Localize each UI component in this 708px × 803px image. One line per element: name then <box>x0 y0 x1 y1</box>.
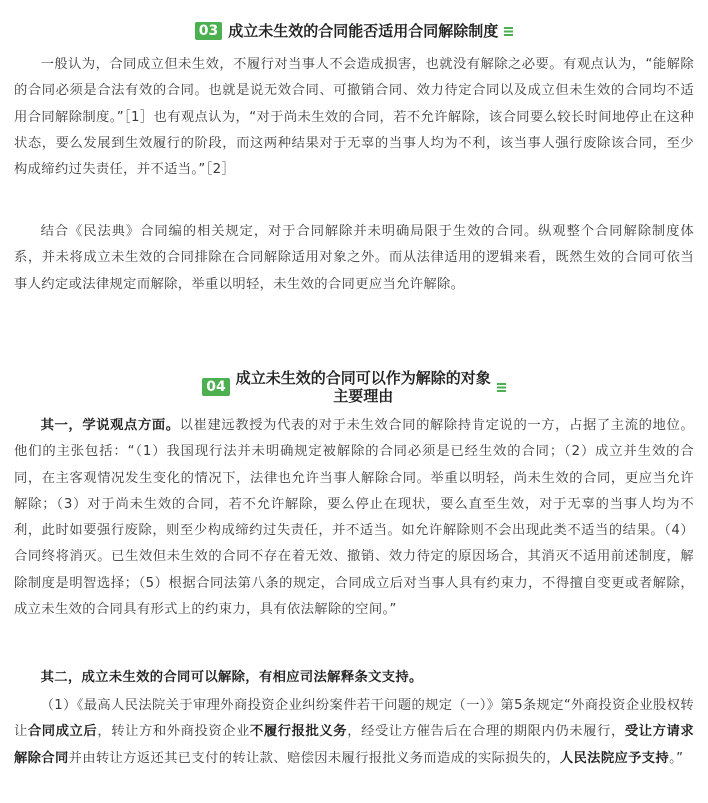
menu-lines-icon <box>497 383 506 392</box>
text-run: 并由转让方返还其已支付的转让款、赔偿因未履行报批义务而造成的实际损失的， <box>68 750 560 766</box>
bold-run: 合同成立后 <box>27 724 98 740</box>
text-run: ，经受让方催告后在合理的期限内仍未履行， <box>347 724 625 740</box>
text-run: 。” <box>669 750 684 766</box>
section-04-paragraph-1 <box>14 413 694 623</box>
section-03-paragraph-2: 结合《民法典》合同编的相关规定，对于合同解除并未明确局限于生效的合同。纵观整个合同解除制度体系，并未将成立未生效的合同排除在合同解除适用对象之外。而从法律适用的逻辑来看，既然生效的合同可依当事人约定或法律规定而解除，举重以明轻，未生效的合同更应当允许解除。 <box>14 224 694 292</box>
section-04-paragraph-3 <box>14 693 694 772</box>
section-04-heading <box>0 369 708 405</box>
section-number-badge: 03 <box>195 22 222 40</box>
section-title-line-1: 成立未生效的合同可以作为解除的对象 <box>235 369 491 387</box>
text-run: ，转让方和外商投资企业 <box>97 724 251 740</box>
section-04-paragraph-2 <box>14 665 694 691</box>
section-03-paragraph-1: 一般认为，合同成立但未生效，不履行对当事人不会造成损害，也就没有解除之必要。有观点认为，“能解除的合同必须是合法有效的合同。也就是说无效合同、可撤销合同、效力待定合同以及成立但未生效的合同均不适用合同解除制度。”［1］也有观点认为，“对于尚未生效的合同，若不允许解除，该合同要么较长时间地停止在这种状态，要么发展到生效履行的阶段，而这两种结果对于无辜的当事人均为不利，该当事人强行废除该合同，至少构成缔约过失责任，并不适当。”［2］ <box>14 57 694 178</box>
bold-run: 受让方请求解除合同 <box>14 724 695 766</box>
menu-lines-icon <box>504 27 513 36</box>
section-03-heading <box>0 22 708 40</box>
bold-run: 不履行报批义务 <box>250 724 348 740</box>
section-title-line-2: 主要理由 <box>333 387 394 405</box>
text-run: （1）《最高人民法院关于审理外商投资企业纠纷案件若干问题的规定（一）》第5条规定“外商投资企业股权转让 <box>14 698 694 740</box>
section-title: 成立未生效的合同能否适用合同解除制度 <box>228 22 499 40</box>
section-title <box>236 369 491 405</box>
paragraph-lead: 其一，学说观点方面。 <box>40 418 180 433</box>
section-number-badge: 04 <box>202 378 229 396</box>
paragraph-body: 以崔建远教授为代表的对于未生效合同的解除持肯定说的一方，占据了主流的地位。他们的主张包括：“（1）我国现行法并未明确规定被解除的合同必须是已经生效的合同；（2）成立并生效的合同，在主客观情况发生变化的情况下，法律也允许当事人解除合同。举重以明轻，尚未生效的合同，更应当允许解除；（3）对于尚未生效的合同，若不允许解除，要么停止在现状，要么直至生效，对于无辜的当事人均为不利，此时如要强行废除，则至少构成缔约过失责任，并不适当。如允许解除则不会出现此类不适当的结果。（4）合同终将消灭。已生效但未生效的合同不存在着无效、撤销、效力待定的原因场合，其消灭不适用前述制度，解除制度是明智选择；（5）根据合同法第八条的规定，合同成立后对当事人具有约束力，不得擅自变更或者解除，成立未生效的合同具有形式上的约束力，具有依法解除的空间。” <box>14 418 694 618</box>
paragraph-lead: 其二，成立未生效的合同可以解除，有相应司法解释条文支持。 <box>40 670 423 685</box>
bold-run: 人民法院应予支持 <box>559 750 670 766</box>
